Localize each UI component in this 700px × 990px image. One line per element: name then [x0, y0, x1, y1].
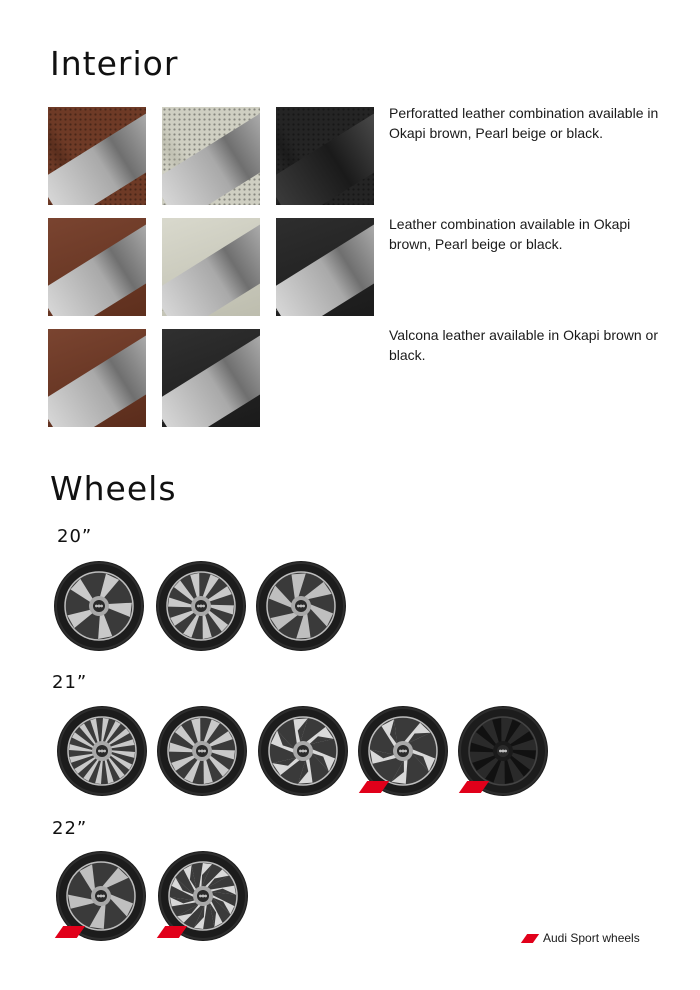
wheel-21-aero	[257, 705, 349, 797]
leather-combination-description: Leather combination available in Okapi brown, Pearl beige or black.	[389, 216, 631, 252]
interior-heading: Interior	[50, 44, 179, 83]
wheel-20-10-spoke	[155, 560, 247, 652]
swatch-leather-okapi-brown	[48, 218, 146, 316]
wheel-size-20: 20”	[57, 526, 93, 547]
valcona-leather-description: Valcona leather available in Okapi brown or black.	[389, 327, 659, 363]
wheel-20-turbine	[255, 560, 347, 652]
wheel-21-v-spoke	[156, 705, 248, 797]
swatch-leather-black	[276, 218, 374, 316]
swatch-perforated-pearl-beige	[162, 107, 260, 205]
swatch-valcona-okapi-brown	[48, 329, 146, 427]
swatch-leather-pearl-beige	[162, 218, 260, 316]
audi-sport-legend-label: Audi Sport wheels	[543, 931, 640, 945]
perforated-leather-description: Perforatted leather combination available in Okapi brown, Pearl beige or black.	[389, 105, 659, 141]
swatch-perforated-okapi-brown	[48, 107, 146, 205]
wheel-21-multi-spoke	[56, 705, 148, 797]
swatch-valcona-black	[162, 329, 260, 427]
wheel-20-5-spoke	[53, 560, 145, 652]
audi-sport-legend-mark	[521, 934, 539, 943]
wheel-size-22: 22”	[52, 818, 88, 839]
wheels-heading: Wheels	[50, 469, 177, 508]
wheel-size-21: 21”	[52, 672, 88, 693]
swatch-perforated-black	[276, 107, 374, 205]
